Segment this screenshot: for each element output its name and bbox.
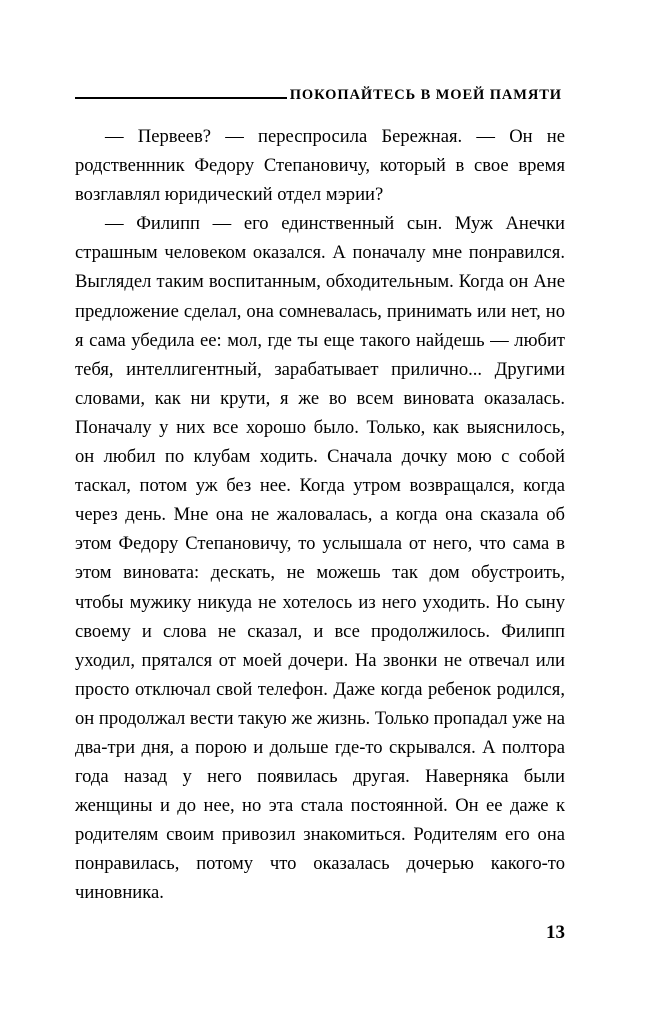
page-number: 13 [546, 922, 565, 943]
paragraph: — Первеев? — переспросила Бережная. — Он не родственнник Федору Степановичу, который в свое время возглавлял юридический отдел мэрии? [75, 126, 565, 206]
running-head [75, 84, 562, 106]
running-head-rule [75, 97, 287, 99]
running-head-title: ПОКОПАЙТЕСЬ В МОЕЙ ПАМЯТИ [289, 86, 562, 103]
paragraph: — Филипп — его единственный сын. Муж Анечки страшным человеком оказался. А поначалу мне понравился. Выглядел таким воспитанным, обходительным. Когда он Ане предложение сделал, она сомневалась, принимать или нет, но я сама убедила ее: мол, где ты еще такого найдешь — любит тебя, интеллигентный, зарабатывает прилично... Другими словами, как ни крути, я же во всем виновата оказалась. Поначалу у них все хорошо было. Только, как выяснилось, он любил по клубам ходить. Сначала дочку мою с собой таскал, потом уж без нее. Когда утром возвращался, когда через день. Мне она не жаловалась, а когда она сказала об этом Федору Степановичу, то услышала от него, что сама в этом виновата: дескать, не можешь так дом обустроить, чтобы мужику никуда не хотелось из него уходить. Но сыну своему и слова не сказал, и все продолжилось. Филипп уходил, прятался от моей дочери. На звонки не отвечал или просто отключал свой телефон. Даже когда ребенок родился, он продолжал вести такую же жизнь. Только пропадал уже на два-три дня, а порою и дольше где-то скрывался. А полтора года назад у него появилась другая. Наверняка были женщины и до нее, но эта стала постоянной. Он ее даже к родителям своим привозил знакомиться. Родителям его она понравилась, потому что оказалась дочерью какого-то чиновника. [75, 213, 565, 904]
page-body [75, 122, 565, 908]
